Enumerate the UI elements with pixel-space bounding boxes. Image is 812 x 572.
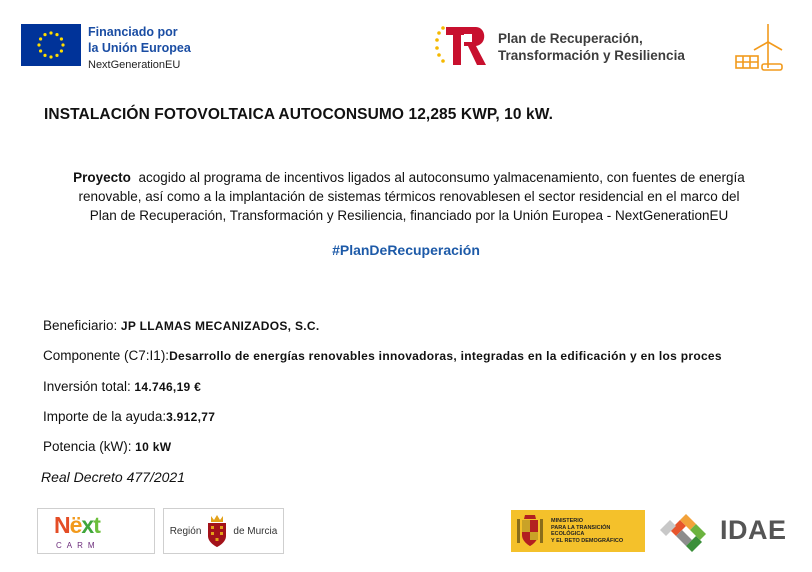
field-value: 3.912,77 xyxy=(166,410,216,424)
eu-text-line3: NextGenerationEU xyxy=(88,59,181,71)
next-letter-n: N xyxy=(54,512,70,538)
description-lead: Proyecto xyxy=(73,170,131,185)
description-line1 xyxy=(40,168,778,187)
page-title: INSTALACIÓN FOTOVOLTAICA AUTOCONSUMO 12,285 KWP, 10 kW. xyxy=(44,106,554,123)
wind-solar-icon xyxy=(732,18,788,74)
description-line1-text: acogido al programa de incentivos ligados al autoconsumo yalmacenamiento, con fuentes de energía xyxy=(130,170,745,185)
description-line3: Plan de Recuperación, Transformación y Resiliencia, financiado por la Unión Europea - NextGenerationEU xyxy=(89,208,729,223)
prtr-text-line2: Transformación y Resiliencia xyxy=(498,48,685,63)
ministerio-line1: MINISTERIO xyxy=(551,518,584,524)
prtr-text-line1: Plan de Recuperación, xyxy=(498,31,643,46)
field-value: 10 kW xyxy=(131,440,172,454)
next-letter-x: x xyxy=(81,512,94,538)
next-carm-logo xyxy=(37,508,155,554)
idae-logo xyxy=(656,508,787,552)
murcia-text-right: de Murcia xyxy=(233,525,278,537)
field-value: 14.746,19 € xyxy=(130,380,202,394)
field-label: Importe de la ayuda: xyxy=(43,409,167,424)
next-letter-t: t xyxy=(93,512,100,538)
field-value: Desarrollo de energías renovables innovadoras, integradas en la edificación y en los proces xyxy=(169,349,722,363)
murcia-text-left: Región xyxy=(169,525,202,537)
next-wordmark xyxy=(54,512,100,539)
ministerio-logo xyxy=(511,510,645,552)
prtr-logo xyxy=(434,24,685,70)
field-beneficiario xyxy=(43,318,320,333)
field-componente xyxy=(43,348,771,363)
field-value: JP LLAMAS MECANIZADOS, S.C. xyxy=(117,319,320,333)
eu-funding-logo xyxy=(21,24,191,73)
spain-coat-of-arms-icon xyxy=(515,513,545,549)
eu-flag-icon xyxy=(21,24,81,66)
idae-wordmark: IDAE xyxy=(720,514,787,545)
field-potencia xyxy=(43,439,171,454)
ministerio-line2: PARA LA TRANSICIÓN ECOLÓGICA xyxy=(551,524,611,537)
field-inversion xyxy=(43,379,201,394)
region-murcia-logo xyxy=(163,508,284,554)
real-decreto: Real Decreto 477/2021 xyxy=(41,469,185,485)
murcia-shield-icon xyxy=(206,514,228,548)
field-importe xyxy=(43,409,215,424)
project-description xyxy=(40,168,778,225)
next-letter-e: ë xyxy=(69,512,82,538)
field-label: Inversión total: xyxy=(43,379,131,394)
hashtag: #PlanDeRecuperación xyxy=(332,242,480,258)
field-label: Potencia (kW): xyxy=(43,439,132,454)
eu-text-line1: Financiado por xyxy=(88,25,178,39)
carm-label: CARM xyxy=(56,541,100,550)
field-label: Componente (C7:I1): xyxy=(43,348,170,363)
idae-diamond-icon xyxy=(656,508,716,552)
eu-text-line2: la Unión Europea xyxy=(88,41,191,55)
ministerio-line3: Y EL RETO DEMOGRÁFICO xyxy=(551,537,624,544)
description-line2: renovable, así como a la implantación de sistemas térmicos renovablesen el sector residencial en el marco del xyxy=(78,189,740,204)
field-label: Beneficiario: xyxy=(43,318,118,333)
prtr-tr-icon xyxy=(434,24,490,70)
